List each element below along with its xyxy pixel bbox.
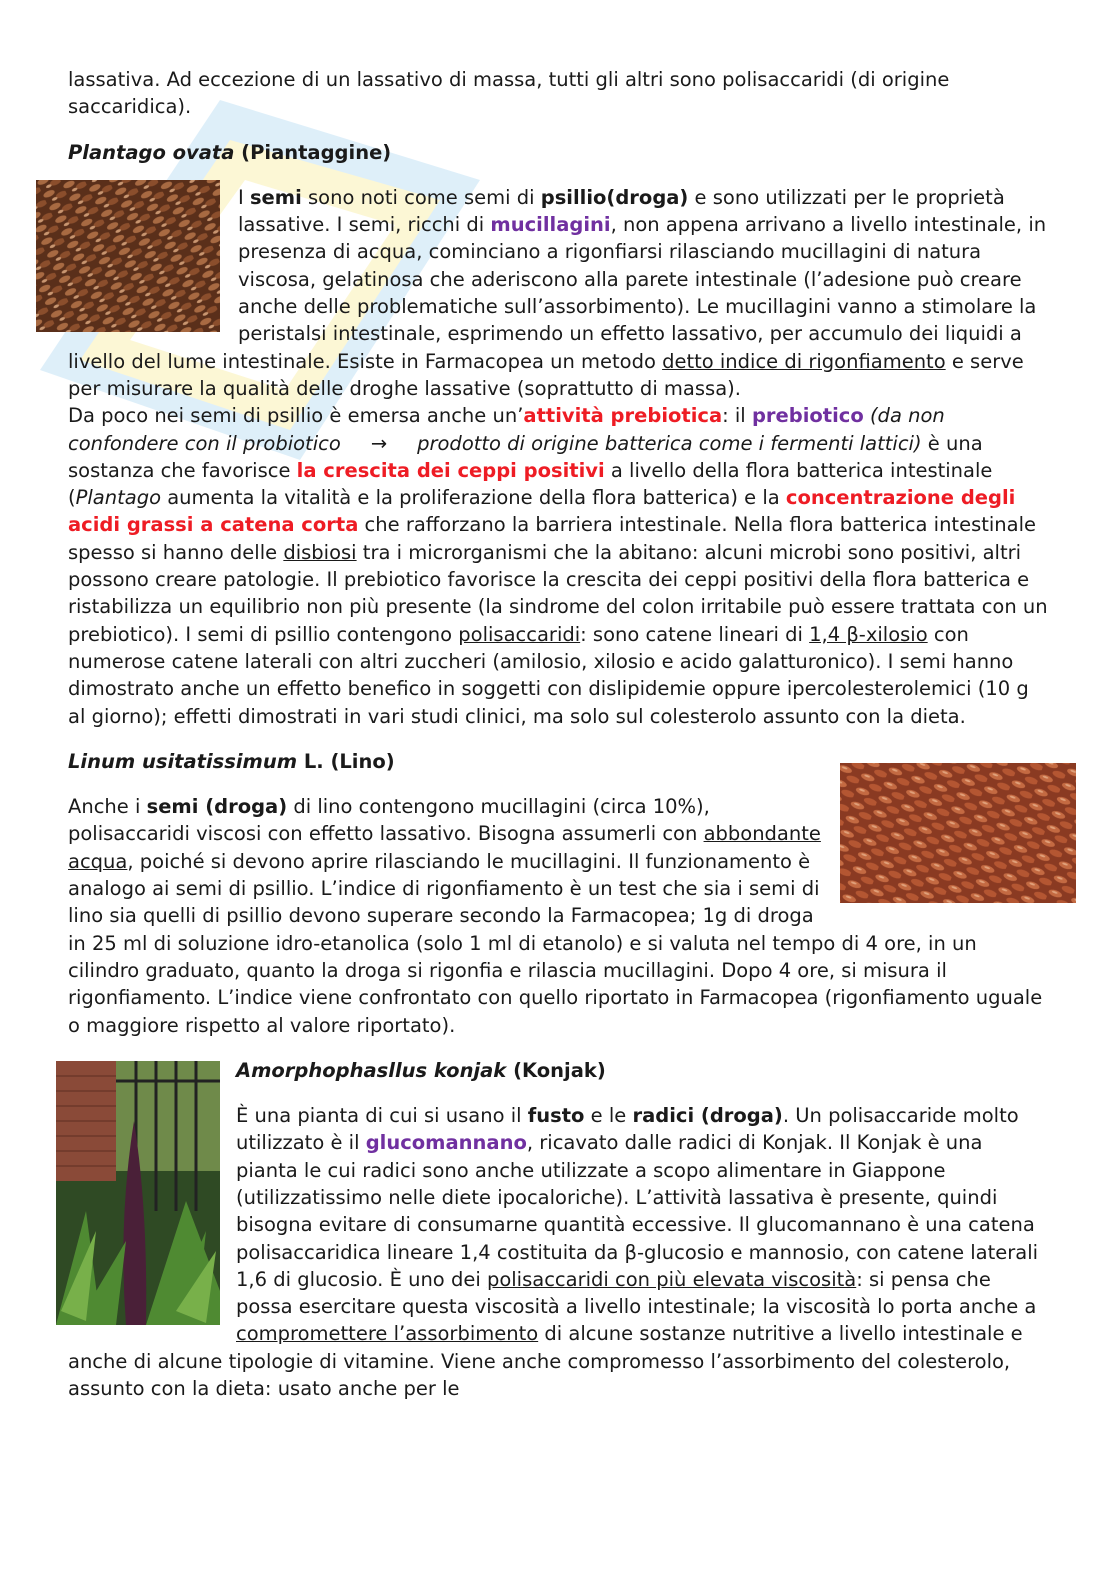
konjak-plant-image [56,1061,220,1325]
plantago-paragraph-1: I semi sono noti come semi di psillio(droga) e sono utilizzati per le proprietà lassative. I semi, ricchi di mucillagini, non appena arrivano a livello intestinale, in presenza di acqua, cominciano a rigonfiarsi rilasciando mucillagini di natura viscosa, gelatinosa che aderiscono alla parete intestinale (l’adesione può creare anche delle problematiche sull’assorbimento). Le mucillagini vanno a stimolare la peristalsi intestinale, esprimendo un effetto lassativo, per accumulo dei liquidi a livello del lume intestinale. Esiste in Farmacopea un metodo detto indice di rigonfiamento e serve per misurare la qualità delle droghe lassative (soprattutto di massa). [68,185,1047,400]
psyllium-seeds-image [36,180,220,332]
arrow-icon: → [370,431,388,455]
flax-seeds-image [840,763,1076,903]
konjak-paragraph: È una pianta di cui si usano il fusto e le radici (droga). Un polisaccaride molto utilizzato è il glucomannano, ricavato dalle radici di Konjak. Il Konjak è una pianta le cui radici sono anche utilizzate a scopo alimentare in Giappone (utilizzatissimo nelle diete ipocaloriche). L’attività lassativa è presente, quindi bisogna evitare di consumarne quantità eccessive. Il glucomannano è una catena polisaccaridica lineare 1,4 costituita da β-glucosio e mannosio, con catene laterali 1,6 di glucosio. È uno dei polisaccaridi con più elevata viscosità: si pensa che possa esercitare questa viscosità a livello intestinale; la viscosità lo porta anche a compromettere l’assorbimento di alcune sostanze nutritive a livello intestinale e anche di alcune tipologie di vitamine. Viene anche compromesso l’assorbimento del colesterolo, assunto con la dieta: usato anche per le [68,1104,1039,1401]
plantago-paragraph-2: Da poco nei semi di psillio è emersa anche un’attività prebiotica: il prebiotico (da non confondere con il probiotico → prodotto di origine batterica come i fermenti lattici) è una sostanza che favorisce la crescita dei ceppi positivi a livello della flora batterica intestinale (Plantago aumenta la vitalità e la proliferazione della flora batterica) e la concentrazione degli acidi grassi a catena corta che rafforzano la barriera intestinale. Nella flora batterica intestinale spesso si hanno delle disbiosi tra i microrganismi che la abitano: alcuni microbi sono positivi, altri possono creare patologie. Il prebiotico favorisce la crescita dei ceppi positivi della flora batterica e ristabilizza un equilibrio non più presente (la sindrome del colon irritabile può essere trattata con un prebiotico). I semi di psillio contengono polisaccaridi: sono catene lineari di 1,4 β-xilosio con numerose catene laterali con altri zuccheri (amilosio, xilosio e acido galatturonico). I semi hanno dimostrato anche un effetto benefico in soggetti con dislipidemie oppure ipercolesterolemici (10 g al giorno); effetti dimostrati in vari studi clinici, ma solo sul colesterolo assunto con la dieta. [68,404,1048,728]
document-page [68,66,1048,1402]
intro-paragraph: lassativa. Ad eccezione di un lassativo di massa, tutti gli altri sono polisaccaridi (di origine saccaridica). [68,68,950,119]
konjak-heading: Amorphophasllus konjak (Konjak) [236,1058,606,1082]
plantago-heading: Plantago ovata (Piantaggine) [68,140,392,164]
linum-paragraph: Anche i semi (droga) di lino contengono mucillagini (circa 10%), polisaccaridi viscosi con effetto lassativo. Bisogna assumerli con abbondante acqua, poiché si devono aprire rilasciando le mucillagini. Il funzionamento è analogo ai semi di psillio. L’indice di rigonfiamento è un test che sia i semi di lino sia quelli di psillio devono superare secondo la Farmacopea; 1g di droga in 25 ml di soluzione idro-etanolica (solo 1 ml di etanolo) e si valuta nel tempo di 4 ore, in un cilindro graduato, quanto la droga si rigonfia e rilascia mucillagini. Dopo 4 ore, si misura il rigonfiamento. L’indice viene confrontato con quello riportato in Farmacopea (rigonfiamento uguale o maggiore rispetto al valore riportato). [68,795,1043,1037]
linum-heading: Linum usitatissimum L. (Lino) [68,749,395,773]
